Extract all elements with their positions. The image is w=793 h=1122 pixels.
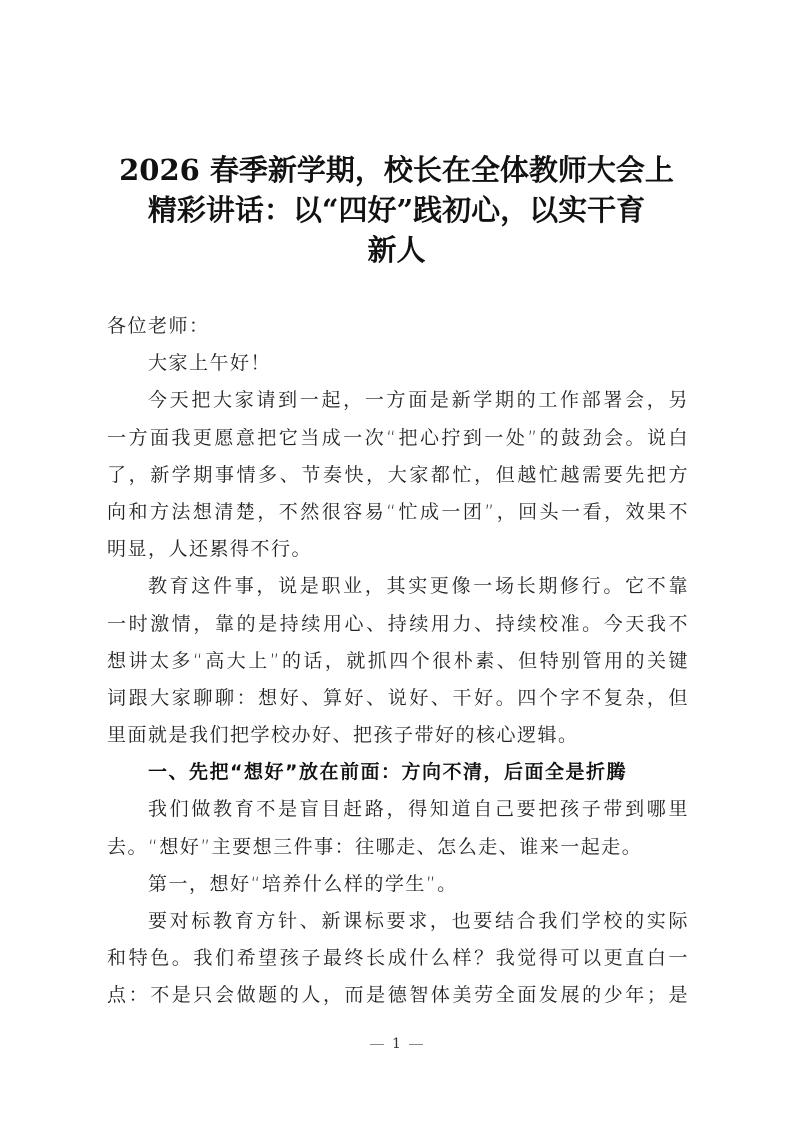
paragraph-line: 去。“想好”主要想三件事：往哪走、怎么走、谁来一起走。	[107, 835, 643, 858]
paragraph-line: 明显，人还累得不行。	[107, 538, 313, 561]
paragraph-line: 一方面我更愿意把它当成一次“把心拧到一处”的鼓劲会。说白	[107, 426, 689, 449]
paragraph-line: 向和方法想清楚，不然很容易“忙成一团”，回头一看，效果不	[107, 500, 689, 523]
paragraph-line: 和特色。我们希望孩子最终长成什么样？我觉得可以更直白一	[107, 947, 689, 970]
document-body	[107, 308, 689, 1015]
paragraph-line: 词跟大家聊聊：想好、算好、说好、干好。四个字不复杂，但	[107, 686, 689, 709]
dash-left	[370, 1044, 384, 1045]
paragraph-line: 里面就是我们把学校办好、把孩子带好的核心逻辑。	[107, 724, 579, 747]
paragraph-line: 大家上午好！	[148, 352, 272, 375]
title-line-1: 2026 春季新学期，校长在全体教师大会上	[119, 153, 674, 187]
paragraph-line: 一时激情，靠的是持续用心、持续用力、持续校准。今天我不	[107, 612, 689, 635]
paragraph-line: 今天把大家请到一起，一方面是新学期的工作部署会，另	[148, 389, 689, 412]
paragraph-line: 我们做教育不是盲目赶路，得知道自己要把孩子带到哪里	[148, 798, 689, 821]
title-line-3: 新人	[367, 233, 426, 267]
paragraph-line: 了，新学期事情多、节奏快，大家都忙，但越忙越需要先把方	[107, 463, 689, 486]
paragraph-line: 教育这件事，说是职业，其实更像一场长期修行。它不靠	[148, 575, 689, 598]
paragraph-line: 想讲太多“高大上”的话，就抓四个很朴素、但特别管用的关键	[107, 649, 689, 672]
paragraph-line: 要对标教育方针、新课标要求，也要结合我们学校的实际	[148, 910, 689, 932]
paragraph-line: 点：不是只会做题的人，而是德智体美劳全面发展的少年；是	[107, 984, 689, 1007]
paragraph-line: 第一，想好“培养什么样的学生”。	[148, 872, 458, 895]
paragraph-line: 各位老师：	[107, 315, 210, 337]
page-number: 1	[392, 1036, 401, 1052]
dash-right	[409, 1044, 423, 1045]
section-heading: 一、先把“想好”放在前面：方向不清，后面全是折腾	[148, 761, 627, 784]
page-footer	[0, 1036, 793, 1052]
document-title	[100, 150, 693, 270]
title-line-2: 精彩讲话：以“四好”践初心，以实干育	[147, 193, 646, 227]
